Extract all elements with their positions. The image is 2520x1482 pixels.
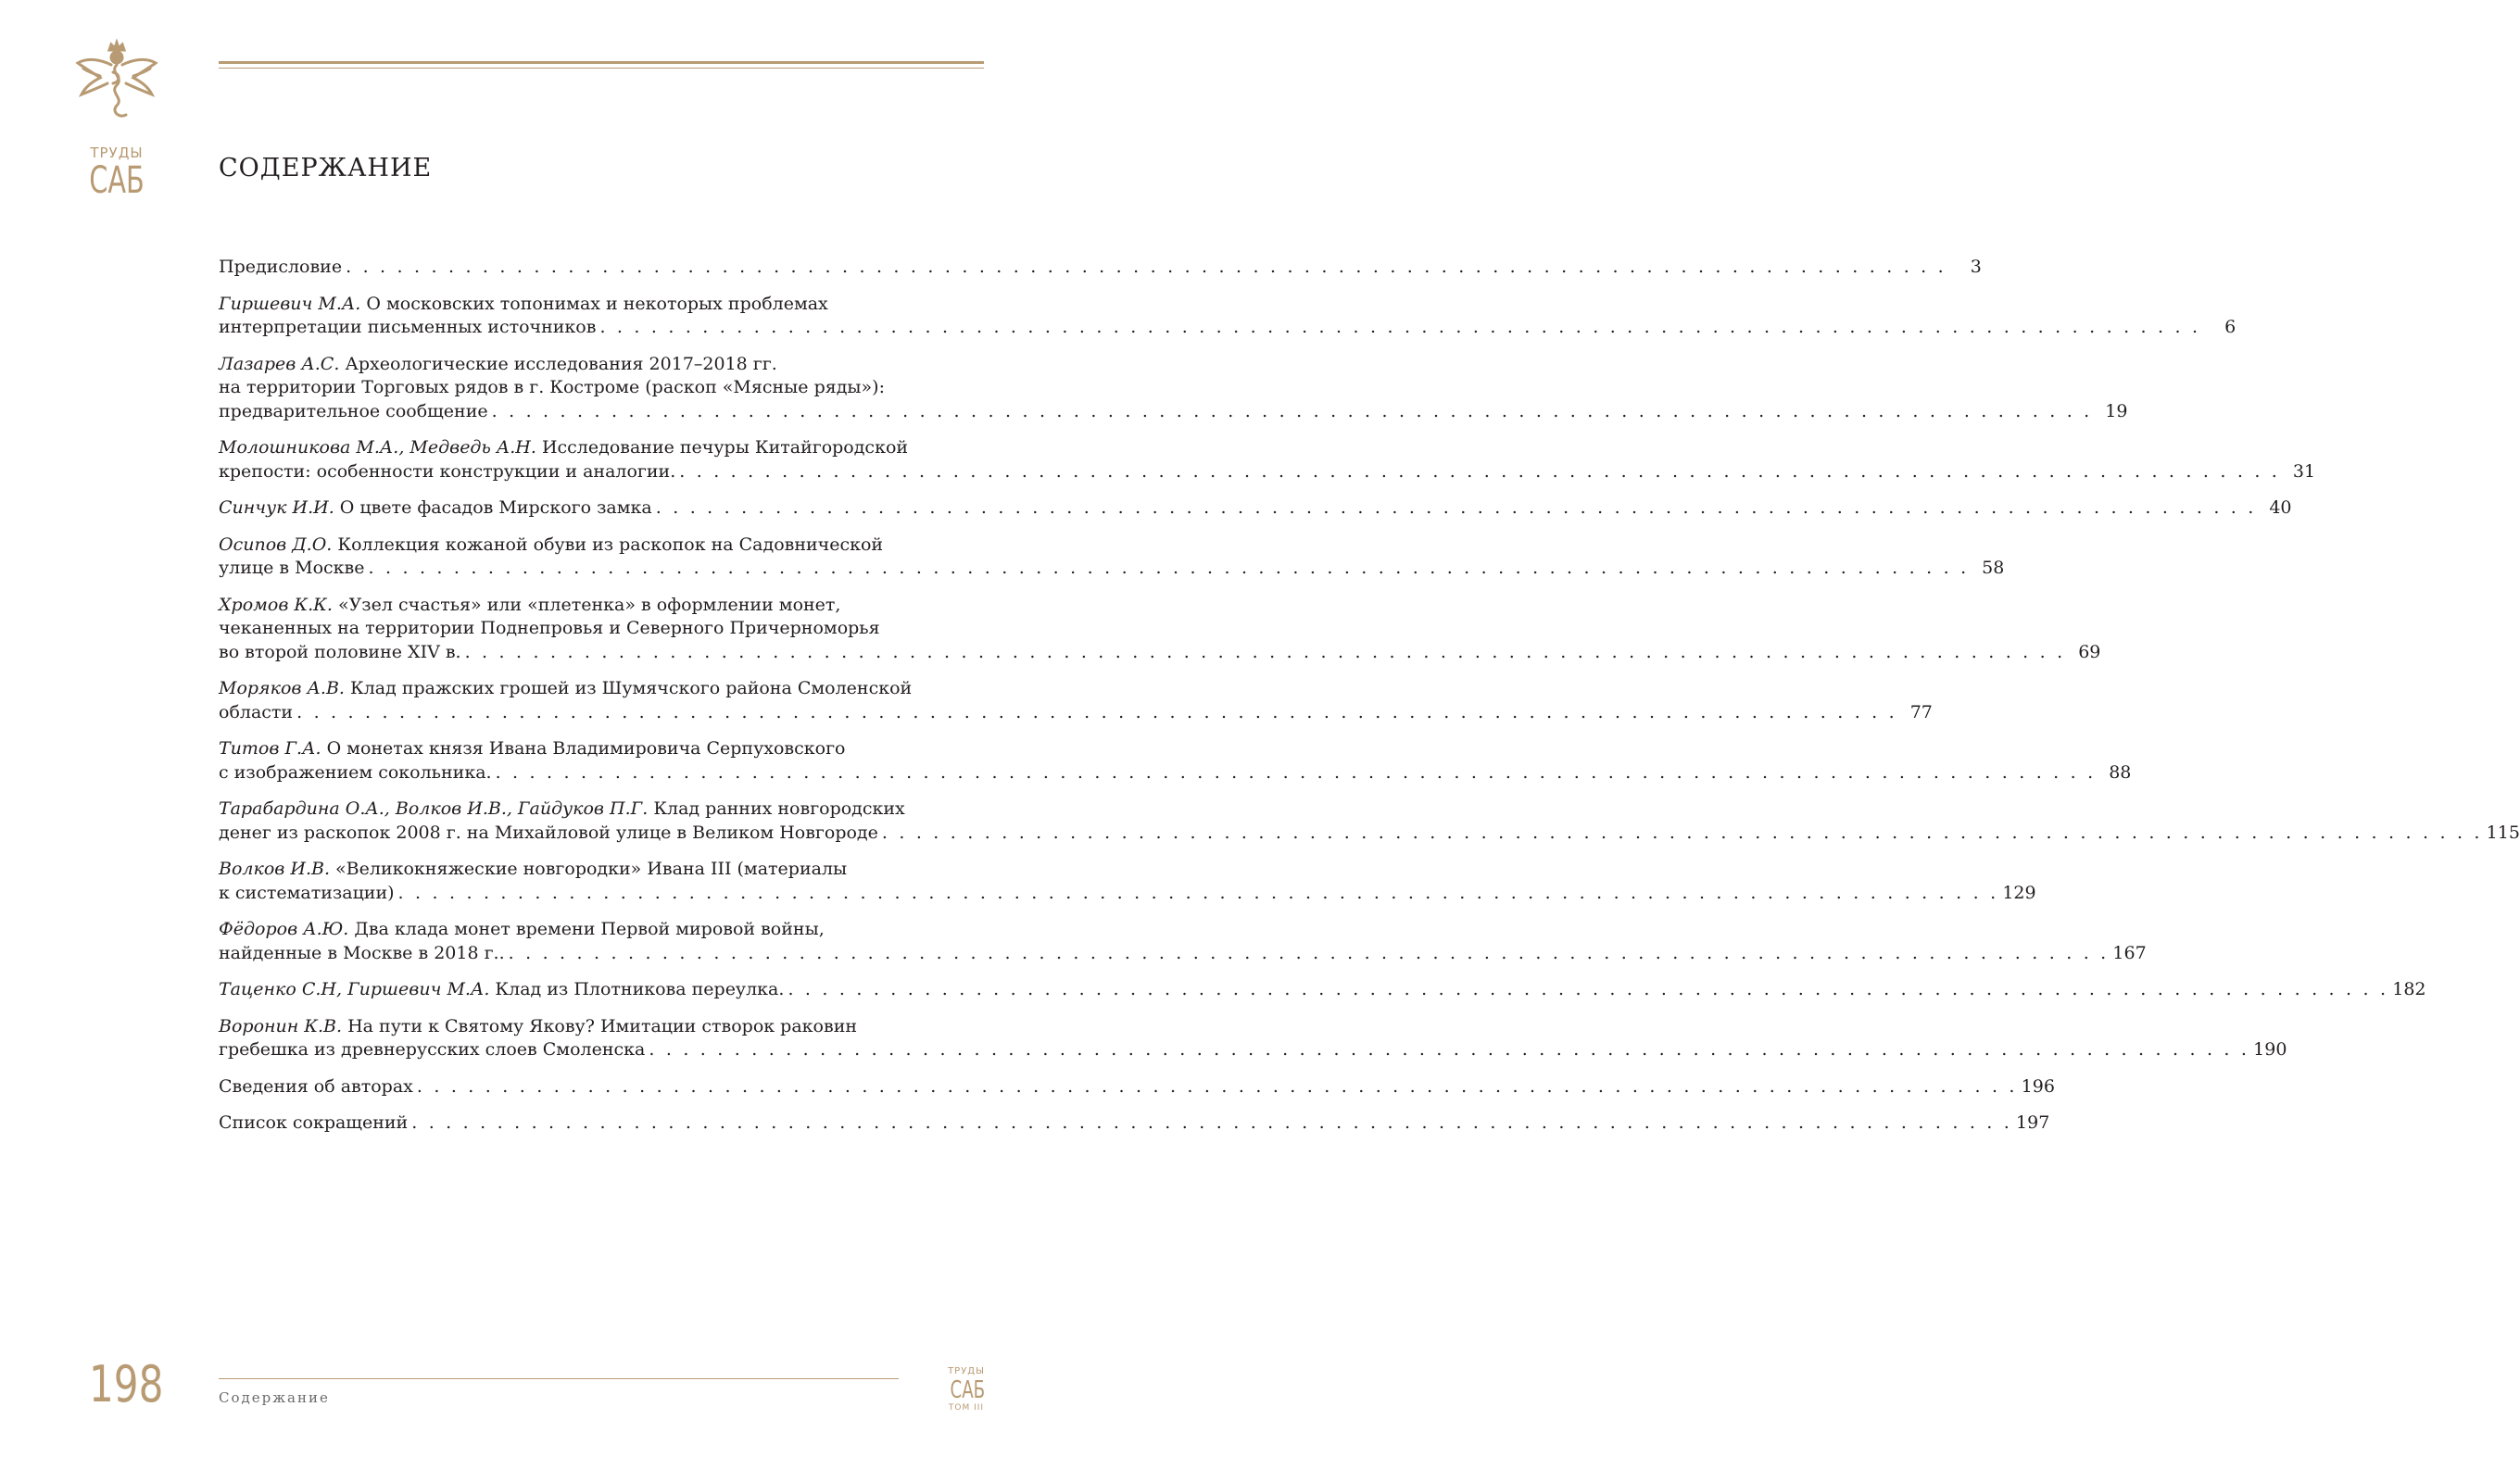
toc-title-line: [219, 594, 978, 618]
toc-author: Осипов Д.О.: [219, 534, 333, 555]
toc-leader-dots: . . . . . . . . . . . . . . . . . . . . . . . . . . . . . . . . . . . . . . . . . . . . . . . . . . . . . . . . . . . . . . . . . . . . . . . . . . . . . . . . . . . . . . . . . . . . . .: [508, 942, 2110, 963]
toc-page-number: 19: [2105, 400, 2128, 421]
toc-title-text: [219, 557, 365, 581]
toc-title-line: [219, 353, 978, 377]
toc-title-text: [219, 942, 505, 966]
page-title: СОДЕРЖАНИЕ: [219, 154, 433, 182]
toc-title-text: Предисловие: [219, 257, 343, 277]
toc-title-text: О монетах князя Ивана Владимировича Серпуховского: [326, 738, 846, 759]
toc-title-text: [219, 1112, 408, 1136]
toc-last-line: [219, 942, 2147, 966]
toc-title-text: Сведения об авторах: [219, 1075, 413, 1097]
toc-author: Волков И.В.: [219, 859, 330, 879]
toc-last-line: [219, 400, 2128, 424]
toc-title-text: Клад ранних новгородских: [653, 798, 905, 819]
toc-title-text: На пути к Святому Якову? Имитации створок раковин: [347, 1015, 858, 1036]
toc-entry[interactable]: [219, 978, 2426, 1002]
toc-title-text: [219, 400, 488, 424]
toc-author: Лазарев А.С.: [219, 353, 340, 374]
toc-title-text: [219, 761, 492, 785]
corner-volume: ТОМ III: [948, 1403, 985, 1413]
toc-title-text: во второй половине XIV в.: [219, 641, 461, 662]
toc-leader-dots: . . . . . . . . . . . . . . . . . . . . . . . . . . . . . . . . . . . . . . . . . . . . . . . . . . . . . . . . . . . . . . . . . . . . . . . . . . . . . . . . . . . . . . . . . . . . . .: [679, 460, 2281, 482]
toc-leader-dots: . . . . . . . . . . . . . . . . . . . . . . . . . . . . . . . . . . . . . . . . . . . . . . . . . . . . . . . . . . . . . . . . . . . . . . . . . . . . . . . . . . . . . . . . . . . . . .: [495, 761, 2097, 783]
toc-page-number: 77: [1909, 701, 1933, 722]
toc-title-text: на территории Торговых рядов в г. Костроме (раскоп «Мясные ряды»):: [219, 377, 885, 397]
toc-last-line: [219, 1075, 2055, 1099]
toc-title-text: «Узел счастья» или «плетенка» в оформлении монет,: [337, 594, 841, 615]
toc-title-line: [219, 737, 978, 761]
toc-title-line: [219, 617, 978, 641]
toc-last-line: [219, 882, 2036, 906]
toc-title-text: [219, 460, 675, 484]
toc-page-number: 167: [2112, 942, 2147, 963]
header-rule-thick: [219, 61, 984, 64]
toc-last-line: [219, 822, 2520, 846]
toc-leader-dots: . . . . . . . . . . . . . . . . . . . . . . . . . . . . . . . . . . . . . . . . . . . . . . . . . . . . . . . . . . . . . . . . . . . . . . . . . . . . . . . . . . . . . . . . . . . . . .: [346, 257, 1947, 277]
page-number: 198: [89, 1355, 164, 1413]
toc-entry[interactable]: [219, 256, 1982, 280]
toc-leader-dots: . . . . . . . . . . . . . . . . . . . . . . . . . . . . . . . . . . . . . . . . . . . . . . . . . . . . . . . . . . . . . . . . . . . . . . . . . . . . . . . . . . . . . . . . . . . . . .: [397, 882, 1999, 903]
toc-title-text: [219, 1075, 413, 1099]
toc-title-text: О московских топонимах и некоторых проблемах: [366, 293, 828, 314]
toc-page-number: 6: [2224, 317, 2236, 337]
toc-entry[interactable]: [219, 858, 2036, 905]
toc-title-text: крепости: особенности конструкции и аналогии.: [219, 460, 676, 482]
toc-leader-dots: . . . . . . . . . . . . . . . . . . . . . . . . . . . . . . . . . . . . . . . . . . . . . . . . . . . . . . . . . . . . . . . . . . . . . . . . . . . . . . . . . . . . . . . . . . . . . .: [881, 822, 2483, 843]
toc-title-text: Исследование печуры Китайгородской: [541, 437, 909, 458]
toc-title-text: [219, 256, 342, 280]
toc-leader-dots: . . . . . . . . . . . . . . . . . . . . . . . . . . . . . . . . . . . . . . . . . . . . . . . . . . . . . . . . . . . . . . . . . . . . . . . . . . . . . . . . . . . . . . . . . . . . . .: [491, 400, 2093, 421]
toc-title-text: [219, 1038, 645, 1062]
toc-title-text: области: [219, 701, 294, 722]
toc-entry[interactable]: [219, 798, 2520, 845]
toc-author: Титов Г.А.: [219, 738, 321, 759]
toc-title-text: [219, 882, 395, 906]
toc-last-line: [219, 701, 1933, 725]
toc-title-line: [219, 436, 978, 460]
toc-title-text: Клад пражских грошей из Шумячского района Смоленской: [350, 678, 913, 698]
toc-leader-dots: . . . . . . . . . . . . . . . . . . . . . . . . . . . . . . . . . . . . . . . . . . . . . . . . . . . . . . . . . . . . . . . . . . . . . . . . . . . . . . . . . . . . . . . . . . . . . .: [416, 1075, 2018, 1097]
toc-leader-dots: . . . . . . . . . . . . . . . . . . . . . . . . . . . . . . . . . . . . . . . . . . . . . . . . . . . . . . . . . . . . . . . . . . . . . . . . . . . . . . . . . . . . . . . . . . . . . .: [296, 701, 1897, 722]
footer-section-label: Содержание: [219, 1389, 330, 1406]
footer-rule: [219, 1378, 899, 1379]
logo-brand: САБ: [89, 159, 145, 202]
toc-leader-dots: . . . . . . . . . . . . . . . . . . . . . . . . . . . . . . . . . . . . . . . . . . . . . . . . . . . . . . . . . . . . . . . . . . . . . . . . . . . . . . . . . . . . . . . . . . . . . .: [599, 317, 2201, 337]
toc-entry[interactable]: [219, 1075, 2055, 1099]
toc-page-number: 3: [1970, 257, 1982, 277]
toc-title-text: интерпретации письменных источников: [219, 317, 597, 337]
toc-entry[interactable]: [219, 677, 1933, 724]
toc-last-line: [219, 460, 2316, 484]
toc-last-line: [219, 641, 2101, 665]
toc-title-text: [219, 316, 596, 340]
toc-last-line: [219, 1112, 2050, 1136]
toc-title-text: [219, 641, 461, 665]
toc-title-text: [219, 978, 784, 1002]
toc-leader-dots: . . . . . . . . . . . . . . . . . . . . . . . . . . . . . . . . . . . . . . . . . . . . . . . . . . . . . . . . . . . . . . . . . . . . . . . . . . . . . . . . . . . . . . . . . . . . . .: [411, 1112, 2013, 1133]
toc-title-line: [219, 376, 978, 400]
corner-logo: [943, 1367, 989, 1413]
toc-entry[interactable]: [219, 1112, 2050, 1136]
toc-entry[interactable]: [219, 496, 2292, 521]
toc-entry[interactable]: [219, 737, 2132, 785]
toc-title-text: Археологические исследования 2017–2018 гг.: [345, 353, 777, 374]
toc-title-text: Клад из Плотникова переулка.: [495, 979, 785, 999]
toc-author: Фёдоров А.Ю.: [219, 919, 349, 939]
toc-entry[interactable]: [219, 293, 2236, 340]
toc-page-number: 190: [2253, 1039, 2287, 1060]
toc-title-text: улице в Москве: [219, 558, 365, 578]
toc-page-number: 31: [2292, 460, 2316, 482]
toc-author: Воронин К.В.: [219, 1015, 343, 1036]
toc-title-text: [219, 822, 878, 846]
toc-entry[interactable]: [219, 918, 2147, 965]
toc-author: Хромов К.К.: [219, 594, 333, 615]
toc-title-line: [219, 798, 978, 822]
toc-author: Молошникова М.А., Медведь А.Н.: [219, 437, 536, 458]
toc-title-text: [219, 701, 293, 725]
toc-title-line: [219, 858, 978, 882]
table-of-contents: [219, 256, 2520, 1149]
toc-title-text: Коллекция кожаной обуви из раскопок на Садовнической: [337, 534, 884, 555]
toc-author: Таценко С.Н, Гиршевич М.А.: [219, 979, 490, 999]
toc-leader-dots: . . . . . . . . . . . . . . . . . . . . . . . . . . . . . . . . . . . . . . . . . . . . . . . . . . . . . . . . . . . . . . . . . . . . . . . . . . . . . . . . . . . . . . . . . . . . . .: [655, 497, 2257, 518]
toc-leader-dots: . . . . . . . . . . . . . . . . . . . . . . . . . . . . . . . . . . . . . . . . . . . . . . . . . . . . . . . . . . . . . . . . . . . . . . . . . . . . . . . . . . . . . . . . . . . . . .: [368, 558, 1970, 578]
toc-title-text: чеканенных на территории Поднепровья и Северного Причерноморья: [219, 618, 880, 638]
toc-author: Гиршевич М.А.: [219, 293, 361, 314]
toc-last-line: [219, 978, 2426, 1002]
toc-entry[interactable]: [219, 436, 2316, 484]
corner-brand: САБ: [950, 1376, 986, 1404]
toc-last-line: [219, 256, 1982, 280]
toc-page-number: 182: [2392, 979, 2426, 999]
toc-entry[interactable]: [219, 534, 2005, 581]
toc-last-line: [219, 557, 2005, 581]
toc-page-number: 69: [2078, 641, 2101, 662]
toc-page-number: 129: [2002, 882, 2036, 903]
toc-author: Синчук И.И.: [219, 497, 334, 518]
toc-title-line: [219, 1015, 978, 1039]
toc-title-text: Два клада монет времени Первой мировой войны,: [354, 919, 825, 939]
toc-title-line: [219, 534, 978, 558]
corner-top-label: ТРУДЫ: [948, 1366, 985, 1376]
toc-title-text: «Великокняжеские новгородки» Ивана III (материалы: [335, 859, 848, 879]
toc-title-text: Список сокращений: [219, 1112, 409, 1133]
toc-author: Тарабардина О.А., Волков И.В., Гайдуков П.Г.: [219, 798, 649, 819]
toc-title-text: предварительное сообщение: [219, 400, 488, 421]
toc-author: Моряков А.В.: [219, 678, 345, 698]
toc-leader-dots: . . . . . . . . . . . . . . . . . . . . . . . . . . . . . . . . . . . . . . . . . . . . . . . . . . . . . . . . . . . . . . . . . . . . . . . . . . . . . . . . . . . . . . . . . . . . . .: [464, 641, 2066, 662]
header-rule-thin: [219, 68, 984, 69]
toc-title-text: с изображением сокольника.: [219, 761, 492, 783]
logo-top-label: ТРУДЫ: [90, 144, 144, 161]
toc-page-number: 115: [2486, 822, 2520, 843]
series-logo: [72, 41, 161, 202]
toc-title-text: денег из раскопок 2008 г. на Михайловой улице в Великом Новгороде: [219, 822, 878, 843]
toc-last-line: [219, 316, 2236, 340]
toc-last-line: [219, 1038, 2287, 1062]
toc-title-text: [219, 496, 652, 521]
toc-last-line: [219, 496, 2292, 521]
toc-title-line: [219, 293, 978, 317]
toc-page-number: 197: [2016, 1112, 2050, 1133]
toc-page-number: 196: [2021, 1075, 2055, 1097]
toc-page-number: 40: [2269, 497, 2292, 518]
toc-page-number: 88: [2109, 761, 2132, 783]
griffin-emblem-icon: [72, 41, 161, 120]
toc-leader-dots: . . . . . . . . . . . . . . . . . . . . . . . . . . . . . . . . . . . . . . . . . . . . . . . . . . . . . . . . . . . . . . . . . . . . . . . . . . . . . . . . . . . . . . . . . . . . . .: [649, 1039, 2250, 1060]
toc-title-line: [219, 918, 978, 942]
toc-page-number: 58: [1982, 558, 2005, 578]
toc-entry[interactable]: [219, 1015, 2287, 1062]
toc-entry[interactable]: [219, 594, 2101, 665]
toc-last-line: [219, 761, 2132, 785]
toc-title-text: к систематизации): [219, 882, 395, 903]
toc-title-text: найденные в Москве в 2018 г..: [219, 942, 505, 963]
toc-title-text: гребешка из древнерусских слоев Смоленска: [219, 1039, 646, 1060]
toc-title-text: О цвете фасадов Мирского замка: [339, 497, 652, 518]
toc-leader-dots: . . . . . . . . . . . . . . . . . . . . . . . . . . . . . . . . . . . . . . . . . . . . . . . . . . . . . . . . . . . . . . . . . . . . . . . . . . . . . . . . . . . . . . . . . . . . . .: [788, 979, 2389, 999]
toc-entry[interactable]: [219, 353, 2128, 424]
toc-title-line: [219, 677, 978, 701]
